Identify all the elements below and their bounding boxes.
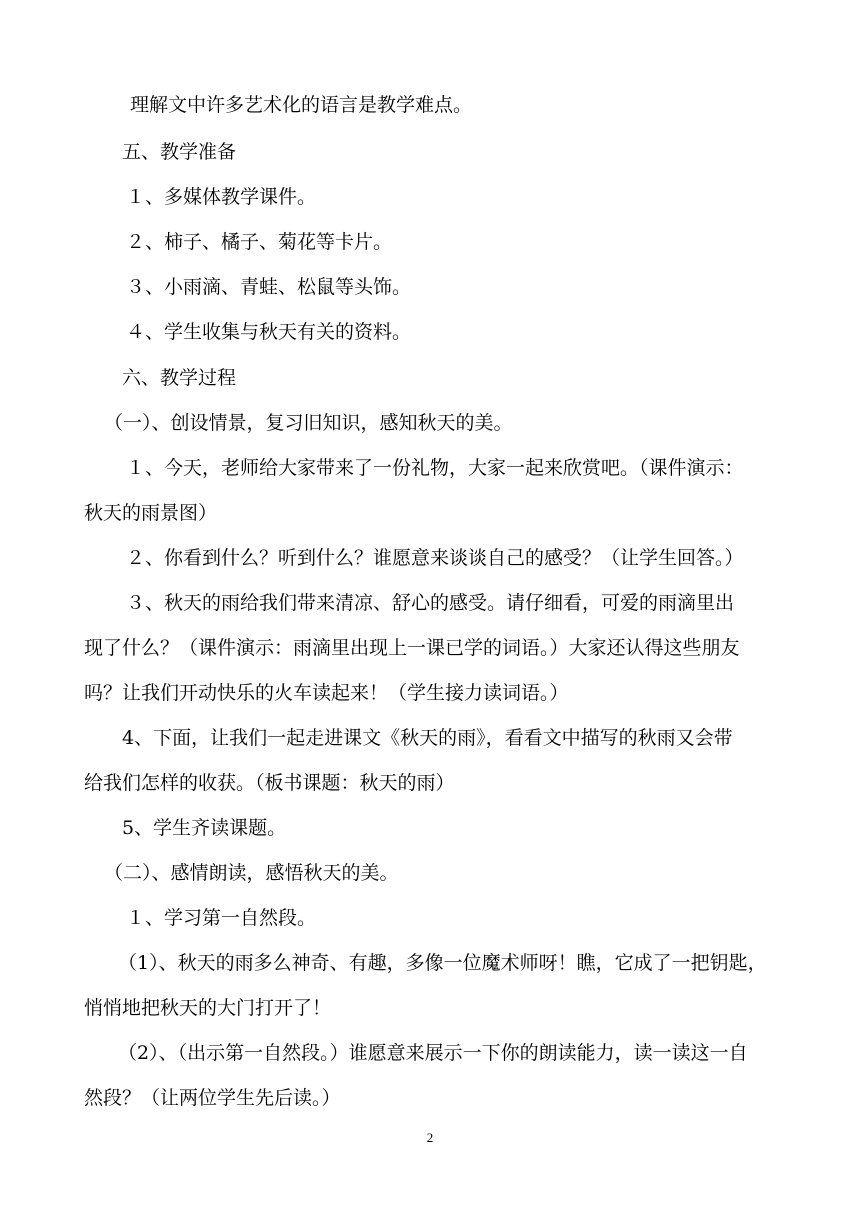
list-item: ４、学生收集与秋天有关的资料。 bbox=[126, 321, 412, 343]
text-line: ２、你看到什么？听到什么？谁愿意来谈谈自己的感受？（让学生回答。） bbox=[126, 547, 744, 569]
text-line: 然段？（让两位学生先后读。） bbox=[84, 1087, 341, 1109]
list-item: ２、柿子、橘子、菊花等卡片。 bbox=[126, 231, 393, 253]
text-line: 现了什么？（课件演示：雨滴里出现上一课已学的词语。）大家还认得这些朋友 bbox=[84, 637, 740, 659]
text-line: （2）、（出示第一自然段。）谁愿意来展示一下你的朗读能力，读一读这一自 bbox=[118, 1042, 748, 1064]
text-line: （1）、秋天的雨多么神奇、有趣，多像一位魔术师呀！瞧，它成了一把钥匙， bbox=[118, 952, 767, 974]
text-line: 悄悄地把秋天的大门打开了！ bbox=[84, 997, 332, 1019]
text-line: 5、学生齐读课题。 bbox=[122, 817, 287, 839]
subsection-heading: （一）、创设情景，复习旧知识，感知秋天的美。 bbox=[104, 412, 513, 434]
section-heading: 六、教学过程 bbox=[122, 367, 237, 389]
text-line: 秋天的雨景图） bbox=[84, 502, 218, 524]
text-line: 给我们怎样的收获。（板书课题：秋天的雨） bbox=[84, 772, 455, 794]
text-line: １、今天，老师给大家带来了一份礼物，大家一起来欣赏吧。（课件演示： bbox=[126, 457, 744, 479]
list-item: ３、小雨滴、青蛙、松鼠等头饰。 bbox=[126, 276, 412, 298]
text-line: ３、秋天的雨给我们带来清凉、舒心的感受。请仔细看，可爱的雨滴里出 bbox=[126, 592, 735, 614]
list-item: １、多媒体教学课件。 bbox=[126, 186, 317, 208]
text-line: 吗？让我们开动快乐的火车读起来！（学生接力读词语。） bbox=[84, 682, 569, 704]
text-line: 4、下面，让我们一起走进课文《秋天的雨》，看看文中描写的秋雨又会带 bbox=[122, 727, 733, 749]
page-number: 2 bbox=[426, 1130, 434, 1145]
text-line: 理解文中许多艺术化的语言是教学难点。 bbox=[130, 94, 473, 116]
section-heading: 五、教学准备 bbox=[122, 141, 237, 163]
text-line: １、学习第一自然段。 bbox=[126, 907, 317, 929]
subsection-heading: （二）、感情朗读，感悟秋天的美。 bbox=[104, 862, 399, 884]
